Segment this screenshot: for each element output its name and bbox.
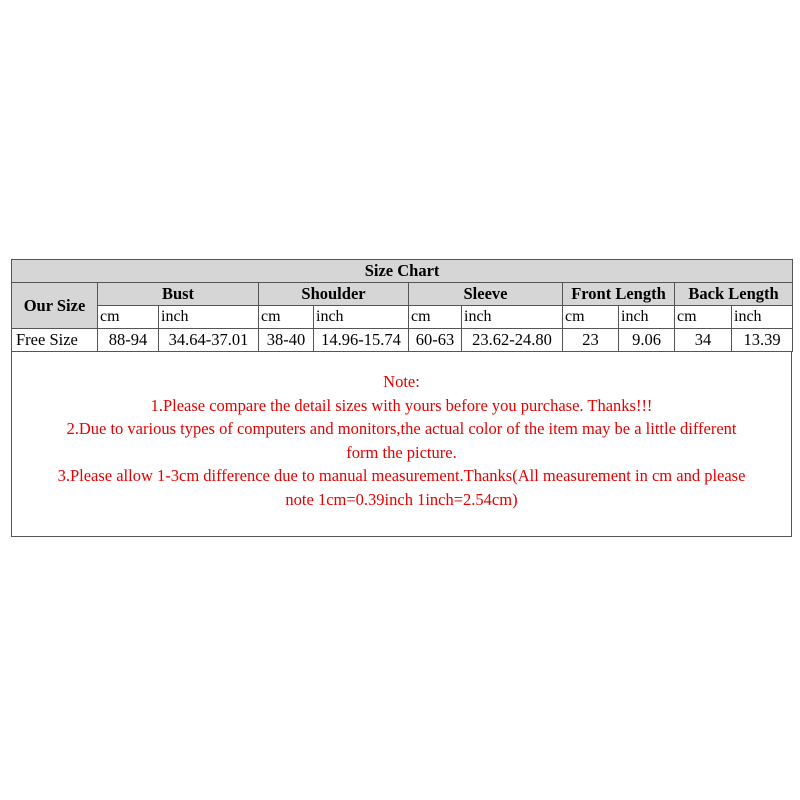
unit-cell: inch <box>159 306 259 329</box>
value-cell: 9.06 <box>619 329 675 352</box>
column-header-sleeve: Sleeve <box>409 283 563 306</box>
value-cell: 23 <box>563 329 619 352</box>
column-header-back-length: Back Length <box>675 283 793 306</box>
note-line: note 1cm=0.39inch 1inch=2.54cm) <box>285 489 518 509</box>
value-cell: 13.39 <box>732 329 793 352</box>
note-heading: Note: <box>383 372 420 391</box>
note-line: 1.Please compare the detail sizes with yours before you purchase. Thanks!!! <box>150 395 653 415</box>
value-cell: 23.62-24.80 <box>462 329 563 352</box>
unit-cell: cm <box>563 306 619 329</box>
size-table <box>11 259 793 352</box>
column-header-bust: Bust <box>98 283 259 306</box>
unit-cell: inch <box>314 306 409 329</box>
value-cell: 14.96-15.74 <box>314 329 409 352</box>
unit-cell: cm <box>675 306 732 329</box>
value-cell: 60-63 <box>409 329 462 352</box>
value-cell: 38-40 <box>259 329 314 352</box>
notes-box <box>11 352 792 537</box>
unit-row <box>12 306 793 329</box>
value-cell: 34 <box>675 329 732 352</box>
value-cell: 34.64-37.01 <box>159 329 259 352</box>
unit-cell: cm <box>98 306 159 329</box>
our-size-header: Our Size <box>12 283 98 329</box>
note-line: 2.Due to various types of computers and monitors,the actual color of the item may be a little different <box>66 419 737 438</box>
table-row <box>12 329 793 352</box>
unit-cell: cm <box>409 306 462 329</box>
value-cell: 88-94 <box>98 329 159 352</box>
unit-cell: cm <box>259 306 314 329</box>
unit-cell: inch <box>619 306 675 329</box>
note-line: 3.Please allow 1-3cm difference due to manual measurement.Thanks(All measurement in cm and please <box>57 466 746 485</box>
header-row <box>12 283 793 306</box>
unit-cell: inch <box>732 306 793 329</box>
title-row <box>12 260 793 283</box>
column-header-shoulder: Shoulder <box>259 283 409 306</box>
size-name-cell: Free Size <box>12 329 98 352</box>
column-header-front-length: Front Length <box>563 283 675 306</box>
note-line: form the picture. <box>346 442 457 462</box>
size-chart <box>11 259 792 537</box>
unit-cell: inch <box>462 306 563 329</box>
chart-title: Size Chart <box>12 260 793 283</box>
